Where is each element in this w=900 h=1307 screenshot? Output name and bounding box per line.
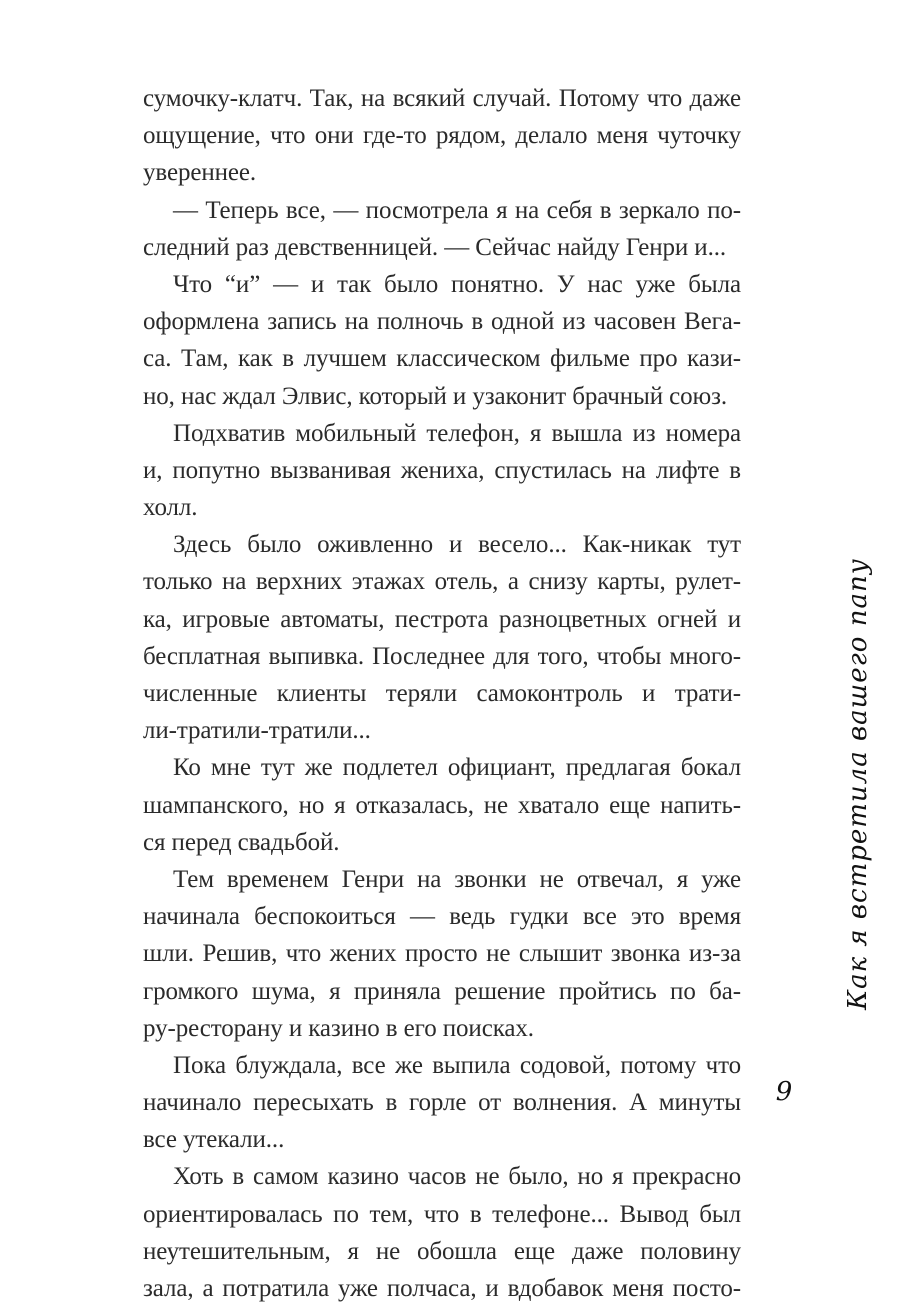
- text-line: и, попутно вызванивая жениха, спустилась на лифте в: [143, 456, 741, 484]
- text-line: громкого шума, я приняла решение пройтись по ба-: [143, 977, 741, 1005]
- text-line: шли. Решив, что жених просто не слышит звонка из-за: [143, 940, 741, 968]
- text-line: ка, игровые автоматы, пестрота разноцветных огней и: [143, 605, 741, 633]
- text-line: Здесь было оживленно и весело... Как-никак тут: [173, 531, 741, 559]
- text-line: Что “и” — и так было понятно. У нас уже была: [173, 270, 741, 298]
- text-line: начинало пересыхать в горле от волнения. А минуты: [143, 1089, 741, 1117]
- text-line: начинала беспокоиться — ведь гудки все это время: [143, 903, 741, 931]
- text-line: бесплатная выпивка. Последнее для того, чтобы много-: [143, 642, 741, 670]
- text-line: сумочку-клатч. Так, на всякий случай. Потому что даже: [143, 85, 741, 112]
- text-line: Ко мне тут же подлетел официант, предлагая бокал: [173, 754, 741, 782]
- text-line: — Теперь все, — посмотрела я на себя в зеркало по-: [173, 196, 741, 224]
- text-line: ся перед свадьбой.: [143, 828, 340, 856]
- text-line: шампанского, но я отказалась, не хватало еще напить-: [143, 791, 741, 819]
- text-line: ру-ресторану и казино в его поисках.: [143, 1014, 534, 1042]
- running-title: Как я встретила вашего папу: [843, 558, 873, 1010]
- text-line: ориентировалась по тем, что в телефоне... Вывод был: [143, 1200, 741, 1228]
- text-line: Подхватив мобильный телефон, я вышла из номера: [173, 419, 741, 447]
- text-line: оформлена запись на полночь в одной из часовен Вега-: [143, 308, 741, 336]
- text-line: численные клиенты теряли самоконтроль и трати-: [143, 680, 741, 707]
- text-line: ощущение, что они где-то рядом, делало меня чуточку: [143, 122, 741, 150]
- text-line: Тем временем Генри на звонки не отвечал, я уже: [173, 865, 741, 893]
- text-line: зала, а потратила уже полчаса, и вдобавок меня посто-: [143, 1275, 741, 1302]
- text-line: следний раз девственницей. — Сейчас найду Генри и...: [143, 233, 727, 261]
- text-line: холл.: [143, 494, 198, 522]
- text-line: увереннее.: [143, 159, 257, 187]
- text-line: ли-тратили-тратили...: [143, 717, 371, 745]
- text-line: неутешительным, я не обошла еще даже половину: [143, 1237, 741, 1265]
- page-number: 9: [775, 1077, 793, 1107]
- text-line: Пока блуждала, все же выпила содовой, потому что: [173, 1051, 741, 1079]
- text-line: Хоть в самом казино часов не было, но я прекрасно: [173, 1163, 741, 1191]
- text-line: все утекали...: [143, 1126, 285, 1154]
- body-text: [143, 80, 741, 1307]
- text-line: но, нас ждал Элвис, который и узаконит брачный союз.: [143, 382, 728, 410]
- text-line: са. Там, как в лучшем классическом фильме про кази-: [143, 345, 741, 373]
- text-line: только на верхних этажах отель, а снизу карты, рулет-: [143, 568, 741, 596]
